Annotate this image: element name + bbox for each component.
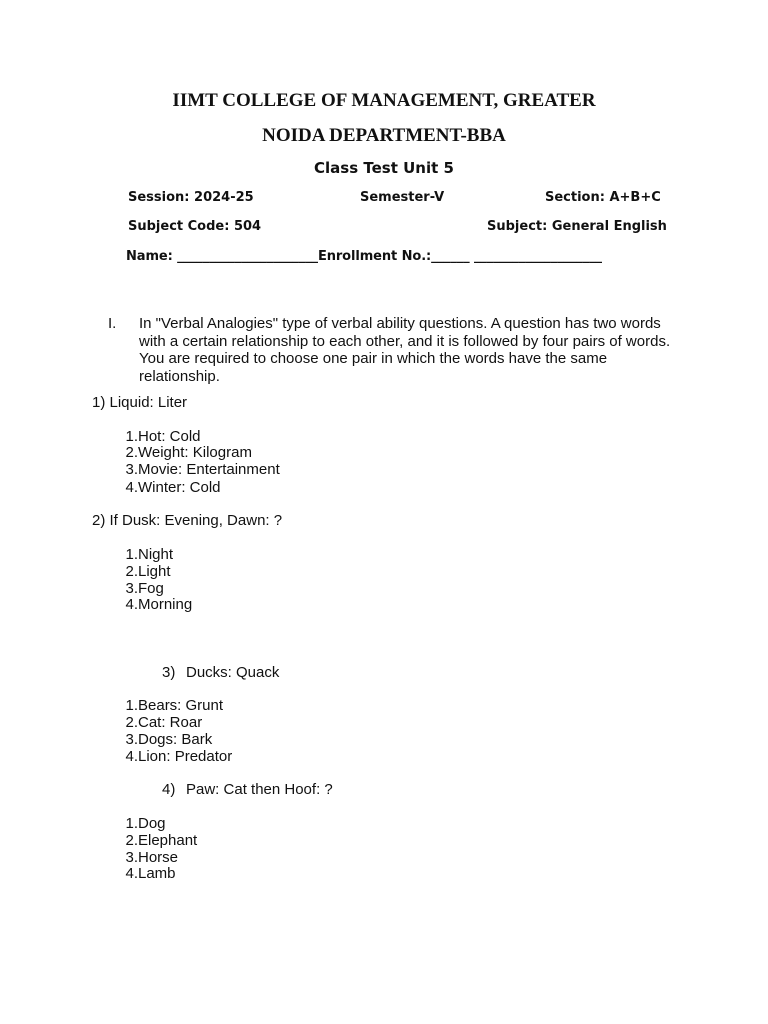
option-text: Lion: Predator [138,748,233,765]
question-2-prompt: 2) If Dusk: Evening, Dawn: ? [92,512,283,529]
list-item [114,596,414,613]
option-number: 4. [125,865,138,882]
list-item [114,714,414,731]
question-1-prompt: 1) Liquid: Liter [92,394,188,411]
option-number: 2. [125,714,138,731]
option-text: Lamb [138,865,176,882]
session-label: Session: 2024-25 [128,190,254,205]
option-text: Fog [138,580,164,597]
option-text: Morning [138,596,193,613]
option-text: Cat: Roar [138,714,203,731]
option-text: Light [138,563,171,580]
option-number: 1. [125,815,138,832]
list-item [114,461,414,478]
instruction-marker: I. [108,315,117,332]
option-number: 3. [125,580,138,597]
option-number: 3. [125,731,138,748]
option-number: 3. [125,849,138,866]
option-text: Winter: Cold [138,479,221,496]
option-text: Movie: Entertainment [138,461,280,478]
option-text: Night [138,546,174,563]
list-item [114,444,414,461]
subject-code-label: Subject Code: 504 [128,219,262,234]
option-text: Dogs: Bark [138,731,213,748]
option-number: 4. [125,748,138,765]
option-number: 2. [125,563,138,580]
option-text: Elephant [138,832,198,849]
list-item [114,428,414,445]
option-text: Horse [138,849,179,866]
option-text: Dog [138,815,166,832]
question-4-number: 4) [162,781,176,798]
option-number: 2. [125,832,138,849]
name-enrollment-field: Name: ______________________Enrollment No.:______ ____________________ [126,249,602,264]
list-item [114,849,414,866]
option-number: 1. [125,697,138,714]
option-text: Hot: Cold [138,428,201,445]
list-item [114,832,414,849]
option-text: Bears: Grunt [138,697,224,714]
semester-label: Semester-V [360,190,445,205]
option-number: 3. [125,461,138,478]
test-title: Class Test Unit 5 [314,159,454,177]
option-number: 1. [125,546,138,563]
option-number: 4. [125,596,138,613]
list-item [114,748,414,765]
list-item [114,865,414,882]
question-4-prompt: Paw: Cat then Hoof: ? [186,781,333,798]
list-item [114,697,414,714]
question-3-number: 3) [162,664,176,681]
question-3-prompt: Ducks: Quack [186,664,280,681]
option-text: Weight: Kilogram [138,444,252,461]
list-item [114,731,414,748]
list-item [114,479,414,496]
college-title-line-1: IIMT COLLEGE OF MANAGEMENT, GREATER [172,90,596,111]
option-number: 4. [125,479,138,496]
list-item [114,815,414,832]
list-item [114,580,414,597]
list-item [114,563,414,580]
list-item [114,546,414,563]
section-label: Section: A+B+C [545,190,661,205]
college-title-line-2: NOIDA DEPARTMENT-BBA [262,125,506,146]
option-number: 2. [125,444,138,461]
option-number: 1. [125,428,138,445]
instruction-text: In "Verbal Analogies" type of verbal ability questions. A question has two words with a certain relationship to each other, and it is followed by four pairs of words. You are required to choose one pair in which the words have the same relationship. [139,315,671,385]
subject-label: Subject: General English [487,219,667,234]
